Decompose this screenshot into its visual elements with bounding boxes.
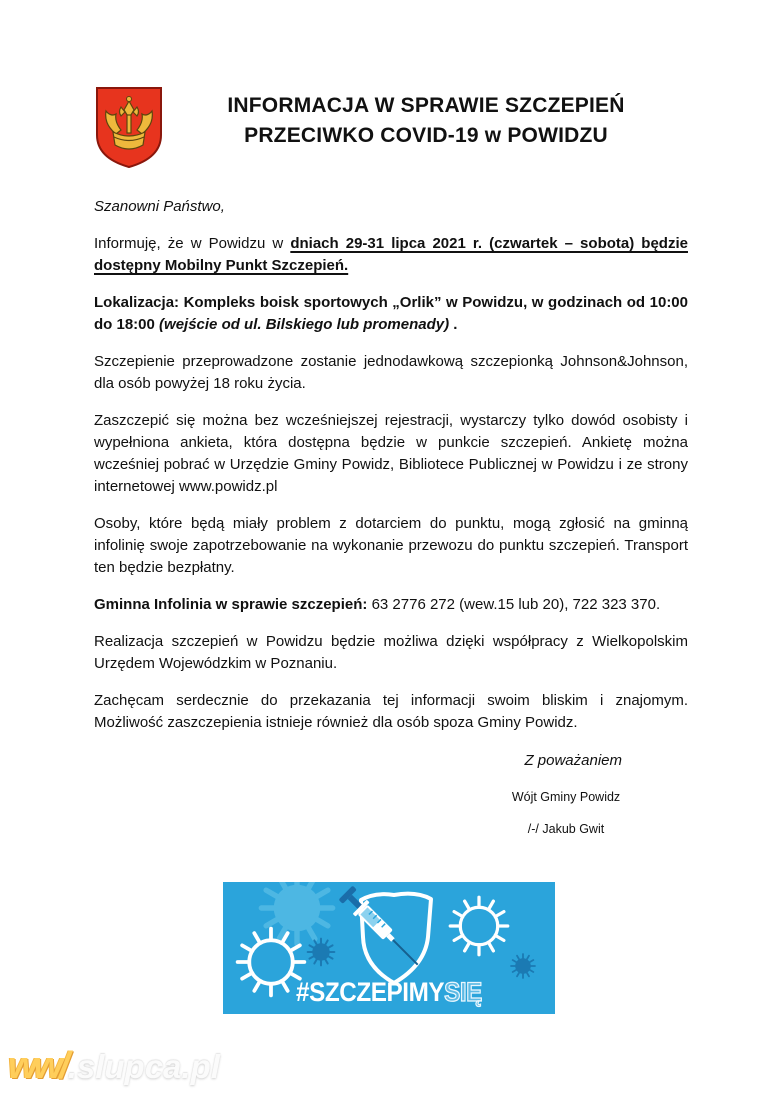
paragraph-vaccine: Szczepienie przeprowadzone zostanie jednodawkową szczepionką Johnson&Johnson, dla osób powyżej 18 roku życia.: [94, 353, 688, 392]
signature-name: /-/ Jakub Gwit: [527, 822, 605, 836]
slupca-logo-text: .slupca.pl: [67, 1048, 220, 1085]
virus-icon-dark-left: [308, 939, 335, 966]
hotline-numbers: 63 2776 272 (wew.15 lub 20), 722 323 370.: [371, 596, 661, 613]
signature-block: [446, 789, 686, 838]
paragraph-registration: Zaszczepić się można bez wcześniejszej rejestracji, wystarczy tylko dowód osobisty i wypełniona ankieta, która dostępna będzie w punkcie szczepień. Ankietę można wcześniej pobrać w Urzędzie Gminy Powidz, Bibliotece Publicznej w Powidzu i ze strony internetowej www.powidz.pl: [94, 412, 688, 495]
letter-header: [94, 85, 688, 170]
banner-hashtag-outline: SIĘ: [444, 977, 482, 1007]
page-title-line1: INFORMACJA W SPRAWIE SZCZEPIEŃ: [227, 94, 625, 117]
virus-icon-dark-right: [511, 954, 535, 978]
location-bold: Lokalizacja: Kompleks boisk sportowych „Orlik” w Powidzu, w godzinach od 10:00 do 18:00: [94, 294, 688, 333]
syringe-icon: [339, 886, 425, 972]
intro-dates-highlight: dniach 29-31 lipca 2021 r. (czwartek – sobota) będzie dostępny Mobilny Punkt Szczepień.: [94, 235, 688, 274]
salutation: Szanowni Państwo,: [94, 198, 225, 215]
page-title: [164, 85, 688, 151]
paragraph-encouragement: Zachęcam serdecznie do przekazania tej informacji swoim bliskim i znajomym. Możliwość zaszczepienia istnieje również dla osób spoza Gminy Powidz.: [94, 692, 688, 731]
powidz-coat-of-arms-icon: [94, 85, 164, 170]
paragraph-location: [94, 292, 688, 336]
location-entrance-note: (wejście od ul. Bilskiego lub promenady): [159, 316, 450, 333]
paragraph-hotline: [94, 594, 688, 616]
banner-wrap: [0, 882, 778, 1014]
intro-text: Informuję, że w Powidzu w: [94, 235, 291, 252]
page-title-line2: PRZECIWKO COVID-19 w POWIDZU: [244, 124, 608, 147]
paragraph-intro: [94, 233, 688, 277]
banner-hashtag-solid: #SZCZEPIMY: [296, 977, 445, 1007]
shield-icon: [361, 894, 431, 983]
paragraph-cooperation: Realizacja szczepień w Powidzu będzie możliwa dzięki współpracy z Wielkopolskim Urzędem Wojewódzkim w Poznaniu.: [94, 633, 688, 672]
location-suffix: .: [449, 316, 458, 333]
slupca-logo-icon: ww/: [8, 1045, 66, 1087]
slupca-watermark-logo: [8, 1045, 220, 1088]
paragraph-transport: Osoby, które będą miały problem z dotarciem do punktu, mogą zgłosić na gminną infolinię swoje zapotrzebowanie na wykonanie przewozu do punktu szczepień. Transport ten będzie bezpłatny.: [94, 515, 688, 576]
virus-icon-outline-right: [450, 897, 508, 955]
hotline-label: Gminna Infolinia w sprawie szczepień:: [94, 596, 372, 613]
signature-title: Wójt Gminy Powidz: [511, 790, 621, 804]
szczepimysie-banner: [223, 882, 555, 1014]
closing-phrase: Z poważaniem: [524, 752, 622, 769]
banner-hashtag: [240, 977, 539, 1008]
